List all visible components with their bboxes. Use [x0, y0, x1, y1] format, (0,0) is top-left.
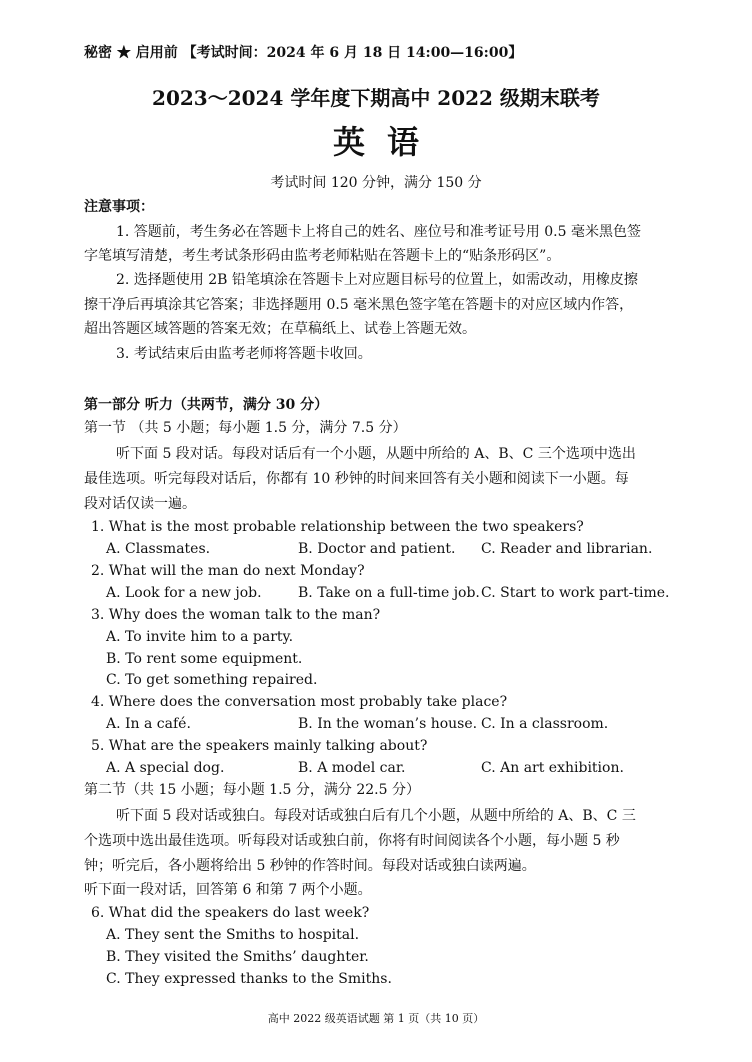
option-a: A. In a café.: [106, 716, 191, 732]
option-a: A. To invite him to a party.: [106, 629, 294, 645]
option-c: C. They expressed thanks to the Smiths.: [106, 971, 392, 987]
instruction-line: 听下面 5 段对话或独白。每段对话或独白后有几个小题，从题中所给的 A、B、C 三: [116, 808, 636, 824]
question-text: 4. Where does the conversation most probably take place?: [91, 694, 508, 710]
note-line: 超出答题区域答题的答案无效；在草稿纸上、试卷上答题无效。: [84, 321, 476, 337]
option-c: C. To get something repaired.: [106, 672, 318, 688]
question-text: 5. What are the speakers mainly talking about?: [91, 738, 428, 754]
option-b: B. Take on a full-time job.: [298, 585, 480, 601]
option-b: B. A model car.: [298, 760, 406, 776]
option-c: C. Reader and librarian.: [481, 541, 653, 557]
option-b: B. Doctor and patient.: [298, 541, 456, 557]
option-c: C. Start to work part-time.: [481, 585, 670, 601]
instruction-line: 最佳选项。听完每段对话后，你都有 10 秒钟的时间来回答有关小题和阅读下一小题。每: [84, 471, 629, 487]
option-b: B. To rent some equipment.: [106, 651, 303, 667]
instruction-line: 个选项中选出最佳选项。听每段对话或独白前，你将有时间阅读各个小题，每小题 5 秒: [84, 833, 620, 849]
question-text: 2. What will the man do next Monday?: [91, 563, 365, 579]
confidential-line: 秘密 ★ 启用前 【考试时间：2024 年 6 月 18 日 14:00—16:00】: [84, 45, 523, 61]
section1-heading: 第一节 （共 5 小题；每小题 1.5 分，满分 7.5 分）: [84, 420, 407, 436]
option-b: B. In the woman’s house.: [298, 716, 478, 732]
option-b: B. They visited the Smiths’ daughter.: [106, 949, 369, 965]
question-text: 1. What is the most probable relationship between the two speakers?: [91, 519, 584, 535]
instruction-line: 段对话仅读一遍。: [84, 496, 196, 512]
instruction-line: 钟；听完后，各小题将给出 5 秒钟的作答时间。每段对话或独白读两遍。: [84, 858, 536, 874]
note-line: 2. 选择题使用 2B 铅笔填涂在答题卡上对应题目标号的位置上，如需改动，用橡皮擦: [116, 272, 638, 288]
notes-heading: 注意事项：: [84, 199, 154, 215]
option-a: A. Look for a new job.: [106, 585, 262, 601]
option-a: A. They sent the Smiths to hospital.: [106, 927, 360, 943]
note-line: 字笔填写清楚，考生考试条形码由监考老师粘贴在答题卡上的“贴条形码区”。: [84, 248, 561, 264]
exam-title: 2023～2024 学年度下期高中 2022 级期末联考: [152, 86, 600, 110]
dialogue-intro: 听下面一段对话，回答第 6 和第 7 两个小题。: [84, 882, 372, 898]
subject-title: 英语: [332, 123, 441, 161]
time-info: 考试时间 120 分钟，满分 150 分: [270, 175, 482, 191]
section2-heading: 第二节（共 15 小题；每小题 1.5 分，满分 22.5 分）: [84, 782, 420, 798]
page-footer: 高中 2022 级英语试题 第 1 页（共 10 页）: [267, 1012, 485, 1025]
option-c: C. In a classroom.: [481, 716, 609, 732]
part1-heading: 第一部分 听力（共两节，满分 30 分）: [84, 397, 329, 413]
option-a: A. Classmates.: [106, 541, 211, 557]
instruction-line: 听下面 5 段对话。每段对话后有一个小题，从题中所给的 A、B、C 三个选项中选出: [116, 446, 636, 462]
note-line: 1. 答题前，考生务必在答题卡上将自己的姓名、座位号和准考证号用 0.5 毫米黑色签: [116, 224, 641, 240]
question-text: 6. What did the speakers do last week?: [91, 905, 370, 921]
option-c: C. An art exhibition.: [481, 760, 624, 776]
note-line: 3. 考试结束后由监考老师将答题卡收回。: [116, 346, 372, 362]
note-line: 擦干净后再填涂其它答案；非选择题用 0.5 毫米黑色签字笔在答题卡的对应区域内作答，: [84, 297, 634, 313]
option-a: A. A special dog.: [106, 760, 225, 776]
question-text: 3. Why does the woman talk to the man?: [91, 607, 381, 623]
